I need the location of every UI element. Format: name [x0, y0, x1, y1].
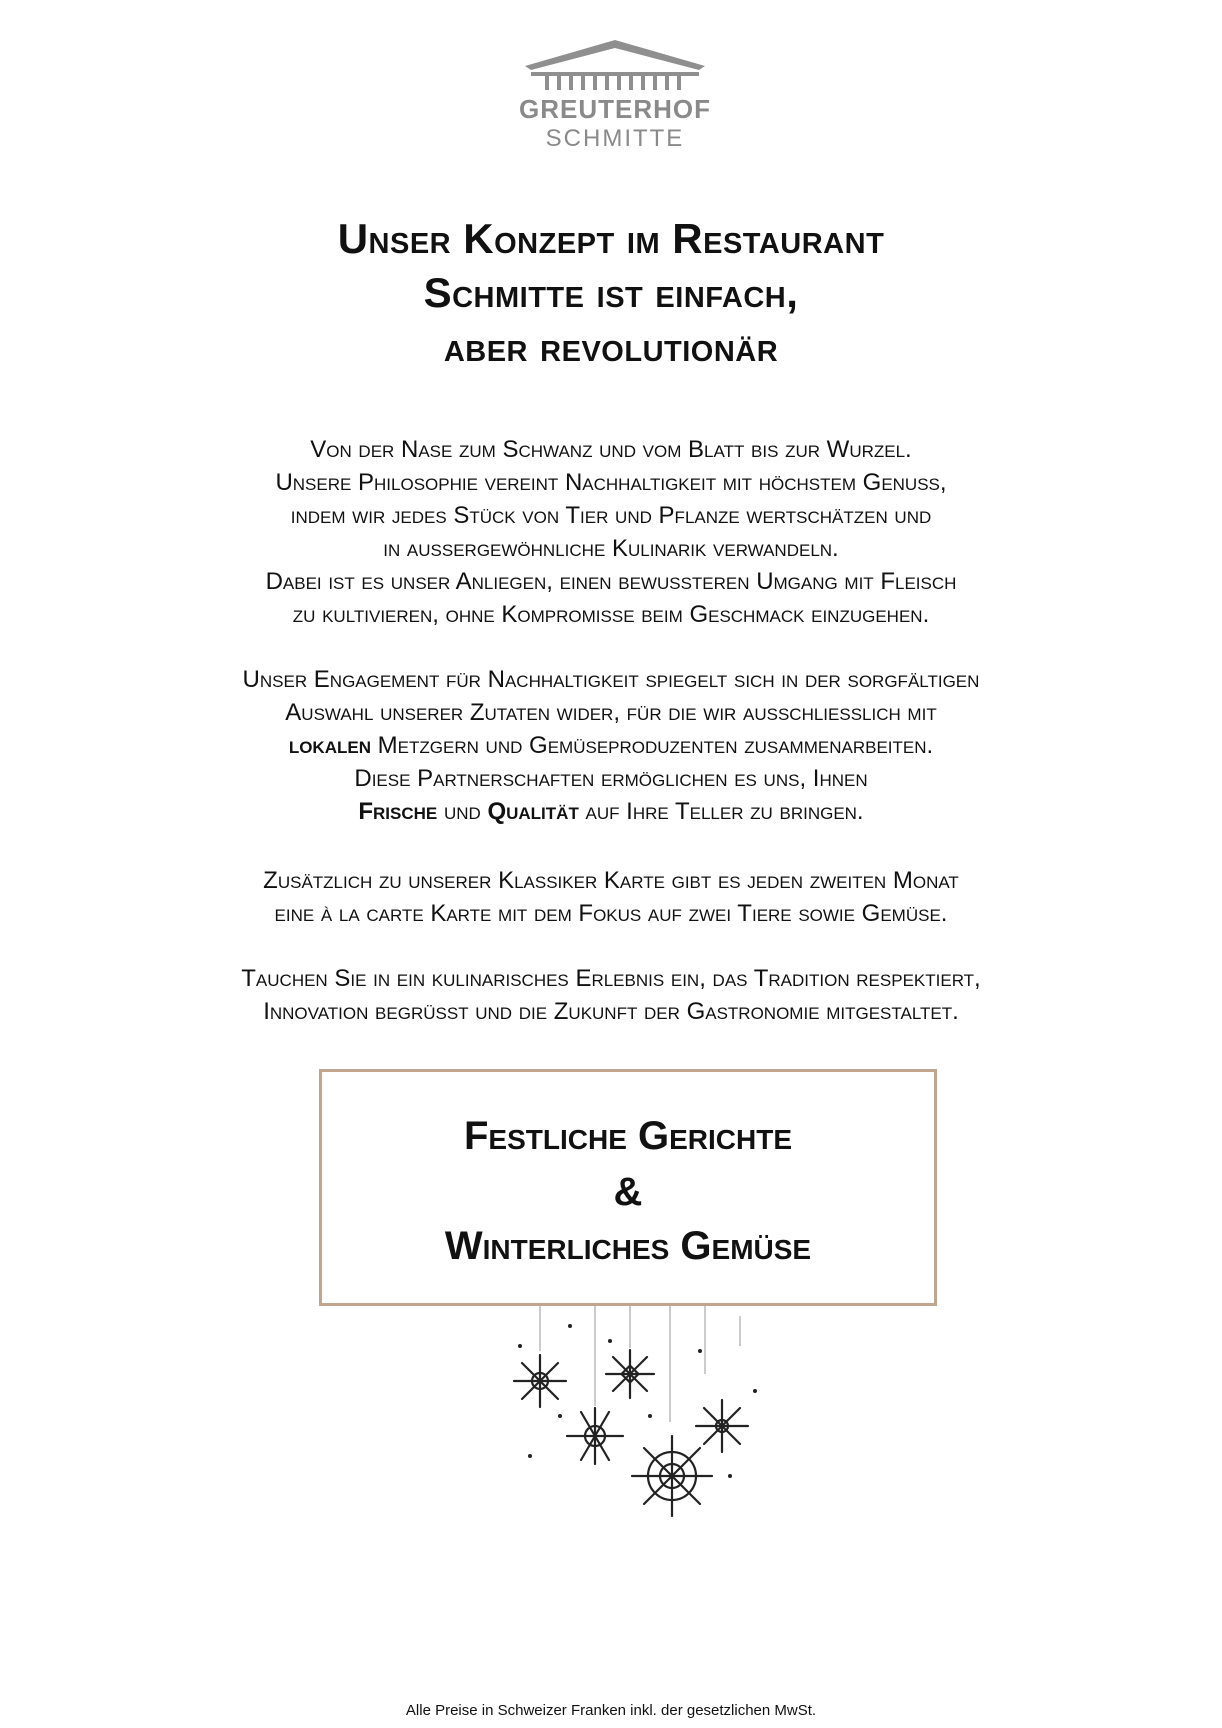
bold-word: lokalen [288, 732, 371, 759]
page-title [0, 212, 1222, 374]
text-line: Zusätzlich zu unserer Klassiker Karte gibt es jeden zweiten Monat [263, 867, 959, 894]
text-line: Unsere Philosophie vereint Nachhaltigkeit mit höchstem Genuss, [275, 469, 947, 496]
text-line: in aussergewöhnliche Kulinarik verwandeln. [383, 535, 839, 562]
closing-paragraph [0, 962, 1222, 1028]
text-line: Innovation begrüsst und die Zukunft der Gastronomie mitgestaltet. [263, 998, 959, 1025]
text-span: auf Ihre Teller zu bringen. [578, 798, 864, 825]
menu-info-paragraph [0, 864, 1222, 930]
box-line: & [613, 1170, 643, 1214]
box-line: Winterliches Gemüse [444, 1224, 812, 1268]
text-span: Metzgern und Gemüseproduzenten zusammenarbeiten. [370, 732, 934, 759]
title-line: aber revolutionär [443, 323, 779, 370]
sustainability-paragraph [0, 663, 1222, 828]
text-line: Von der Nase zum Schwanz und vom Blatt bis zur Wurzel. [310, 436, 912, 463]
text-line: Auswahl unserer Zutaten wider, für die wir ausschliesslich mit [285, 699, 937, 726]
philosophy-paragraph [0, 433, 1222, 631]
title-line: Schmitte ist einfach, [423, 269, 799, 316]
text-line: eine à la carte Karte mit dem Fokus auf zwei Tiere sowie Gemüse. [274, 900, 948, 927]
brand-name: GREUTERHOF [519, 94, 711, 124]
text-line: zu kultivieren, ohne Kompromisse beim Geschmack einzugehen. [292, 601, 930, 628]
text-line: Dabei ist es unser Anliegen, einen bewussteren Umgang mit Fleisch [265, 568, 957, 595]
building-logo-icon [515, 36, 715, 92]
price-footer: Alle Preise in Schweizer Franken inkl. der gesetzlichen MwSt. [405, 1702, 817, 1719]
title-line: Unser Konzept im Restaurant [337, 215, 885, 262]
bold-word: Frische [358, 798, 438, 825]
text-line: indem wir jedes Stück von Tier und Pflanze wertschätzen und [290, 502, 932, 529]
text-line [0, 795, 1222, 828]
logo [500, 36, 730, 156]
bold-word: Qualität [487, 798, 579, 825]
brand-sub: SCHMITTE [545, 125, 685, 152]
text-line [0, 729, 1222, 762]
text-line: Diese Partnerschaften ermöglichen es uns, Ihnen [354, 765, 868, 792]
snowflake-ornaments-icon [500, 1306, 770, 1526]
box-line: Festliche Gerichte [463, 1114, 792, 1158]
text-span: und [437, 798, 488, 825]
menu-title-box [319, 1069, 937, 1306]
text-line: Tauchen Sie in ein kulinarisches Erlebnis ein, das Tradition respektiert, [241, 965, 981, 992]
text-line: Unser Engagement für Nachhaltigkeit spiegelt sich in der sorgfältigen [242, 666, 980, 693]
